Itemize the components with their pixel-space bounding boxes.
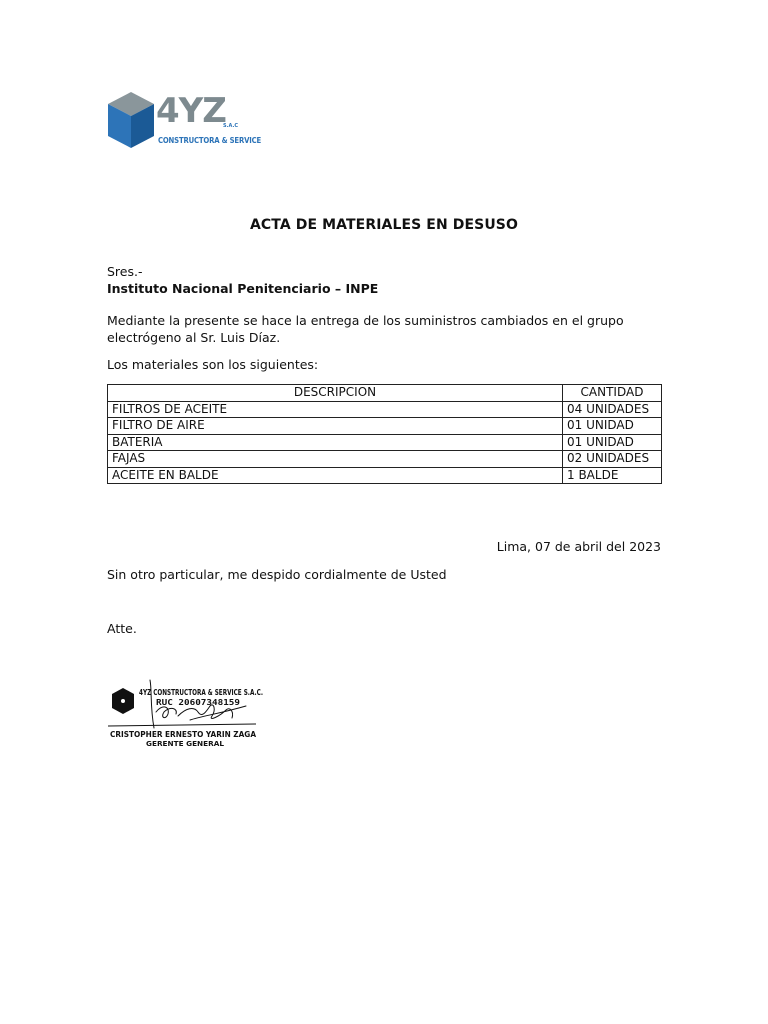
- table-row: [108, 467, 662, 484]
- row-quantity: 01 UNIDAD: [563, 434, 662, 451]
- sign-off: Atte.: [107, 621, 137, 636]
- body-line-1: Mediante la presente se hace la entrega de los suministros cambiados en el grupo: [107, 313, 624, 328]
- document-title: ACTA DE MATERIALES EN DESUSO: [250, 217, 518, 233]
- row-quantity: 04 UNIDADES: [563, 401, 662, 418]
- materials-table: [107, 384, 662, 484]
- logo-wordmark: 4YZ: [156, 91, 226, 131]
- company-seal-icon: [106, 676, 268, 748]
- svg-text:RUC 20607348159: RUC 20607348159: [156, 698, 241, 707]
- row-quantity: 02 UNIDADES: [563, 451, 662, 468]
- table-row: [108, 418, 662, 435]
- closing-text: Sin otro particular, me despido cordialmente de Usted: [107, 567, 447, 582]
- svg-text:CRISTOPHER ERNESTO YARIN ZAGA: CRISTOPHER ERNESTO YARIN ZAGA: [110, 730, 257, 739]
- row-description: ACEITE EN BALDE: [108, 467, 563, 484]
- row-description: FILTROS DE ACEITE: [108, 401, 563, 418]
- body-line-2: electrógeno al Sr. Luis Díaz.: [107, 330, 281, 345]
- row-quantity: 01 UNIDAD: [563, 418, 662, 435]
- column-header-descripcion: DESCRIPCION: [108, 385, 563, 402]
- salutation: Sres.-: [107, 264, 143, 279]
- logo-suffix: S.A.C: [223, 123, 239, 129]
- company-logo: [106, 90, 262, 152]
- signature-stamp: [106, 676, 268, 748]
- logo-subtitle: CONSTRUCTORA & SERVICE: [158, 136, 262, 145]
- list-intro: Los materiales son los siguientes:: [107, 357, 319, 372]
- table-row: [108, 451, 662, 468]
- table-row: [108, 401, 662, 418]
- svg-text:GERENTE GENERAL: GERENTE GENERAL: [146, 740, 225, 748]
- row-description: FAJAS: [108, 451, 563, 468]
- row-quantity: 1 BALDE: [563, 467, 662, 484]
- svg-text:4YZ CONSTRUCTORA & SERVICE S.A: 4YZ CONSTRUCTORA & SERVICE S.A.C.: [139, 688, 263, 697]
- row-description: FILTRO DE AIRE: [108, 418, 563, 435]
- date-line: Lima, 07 de abril del 2023: [496, 539, 661, 554]
- table-row: [108, 434, 662, 451]
- recipient: Instituto Nacional Penitenciario – INPE: [107, 281, 379, 296]
- row-description: BATERIA: [108, 434, 563, 451]
- column-header-cantidad: CANTIDAD: [563, 385, 662, 402]
- table-header-row: [108, 385, 662, 402]
- cube-logo-icon: [106, 90, 156, 150]
